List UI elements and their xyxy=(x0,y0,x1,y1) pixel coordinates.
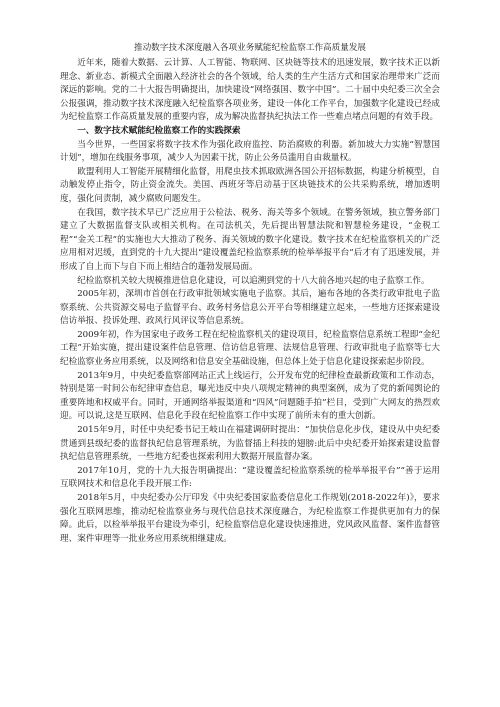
section-heading-1: 一、数字技术赋能纪检监察工作的实践探索 xyxy=(77,125,241,136)
paragraph-2013: 2013年9月，中央纪委监察部网站正式上线运行，公开发布党的纪律检查最新政策和工作动态，特别是第一时间公布纪律审查信息，曝光违反中央八项规定精神的典型案例，成为了党的新闻舆论的重要阵地和权威平台。同时，开通网络举报渠道和“四风”问题随手拍”栏目，受到广大网友的热烈欢迎。可以说,这是互联网、信息化手段在纪检监察工作中实现了前所未有的重大创新。 xyxy=(60,370,440,422)
paragraph-e-supervision: 纪检监察机关较大规模推进信息化建设，可以追溯到党的十八大前各地兴起的电子监察工作。 xyxy=(77,275,430,286)
paragraph-eu-us: 欧盟利用人工智能开展精细化监督，用爬虫技术抓取欧洲各国公开招标数据，构建分析模型，自动触发停止指令，防止资金流失。美国、西班牙等启动基于区块链技术的公共采购系统，增加透明度，强化问责制，减少腐败问题发生。 xyxy=(60,166,440,204)
paragraph-2018: 2018年5月，中央纪委办公厅印发《中央纪委国家监委信息化工作规划(2018-2022年)》，要求强化互联网思维，推动纪检监察业务与现代信息技术深度融合，为纪检监察工作提供更加有力的保障。此后，以检举举报平台建设为牵引，纪检监察信息化建设快速推进，党风政风监督、案件监督管理、案件审理等一批业务应用系统相继建成。 xyxy=(60,493,440,544)
paragraph-2017: 2017年10月，党的十九大报告明确提出：“建设覆盖纪检监察系统的检举举报平台”“善于运用互联网技术和信息化手段开展工作: xyxy=(60,465,440,490)
document-title: 推动数字技术深度融入各项业务赋能纪检监察工作高质量发展 xyxy=(133,43,367,53)
paragraph-2009: 2009年初，作为国家电子政务工程在纪检监察机关的建设项目，纪检监察信息系统工程即“金纪工程”开始实施，提出建设案件信息管理、信访信息管理、法规信息管理、行政审批电子监察等七大纪检监察业务应用系统，以及网络和信息安全基础设施，但总体上处于信息化建设探索起步阶段。 xyxy=(60,329,440,368)
paragraph-intro: 近年来，随着大数据、云计算、人工智能、物联网、区块链等技术的迅速发展，数字技术正以新理念、新业态、新模式全面融入经济社会的各个领域，给人类的生产生活方式和国家治理带来广泛而深远的影响。党的二十大报告明确提出，加快建设“网络强国、数字中国”。二十届中央纪委三次全会公报强调，推动数字技术深度融入纪检监察各项业务，建设一体化工作平台，加强数字化建设已经成为纪检监察工作高质量发展的重要内容，成为解决监督执纪执法工作一些难点堵点问题的有效手段。 xyxy=(60,58,440,123)
paragraph-2005: 2005年初，深圳市首创在行政审批领域实施电子监察。其后，遍布各地的各类行政审批电子监察系统、公共资源交易电子监督平台、政务村务信息公开平台等相继建立起来，一些地方还探索建设信访举报、投诉处理、政风行风评议等信息系统。 xyxy=(60,289,440,327)
document-body xyxy=(60,57,440,546)
paragraph-2015: 2015年9月，时任中央纪委书记王岐山在福建调研时提出：“加快信息化步伐，建设从中央纪委贯通到县级纪委的监督执纪信息管理系统，为监督插上科技的翅膀:此后中央纪委开始探索建设监督执纪信息管理系统，一些地方纪委也探索利用大数据开展监督办案。 xyxy=(60,425,440,463)
document-page xyxy=(60,42,440,546)
paragraph-singapore: 当今世界，一些国家将数字技术作为强化政府监控、防治腐败的利器。新加坡大力实施“智慧国计划”，增加在线服务事项，减少人为因素干扰，防止公务员滥用自由裁量权。 xyxy=(60,139,440,164)
paragraph-china: 在我国，数字技术早已广泛应用于公检法、税务、海关等多个领域。在警务领域，独立警务部门建立了大数据监督支队或相关机构。在司法机关，先后提出智慧法院和智慧检务建设，“金税工程”“金关工程”的实施也大大推动了税务、海关领域的数字化建设。数字技术在纪检监察机关的广泛应用相对迟缓，直到党的十九大提出“建设覆盖纪检监察系统的检举举报平台”后才有了迅速发展，并形成了自上而下与自下而上相结合的蓬勃发展局面。 xyxy=(60,207,440,272)
